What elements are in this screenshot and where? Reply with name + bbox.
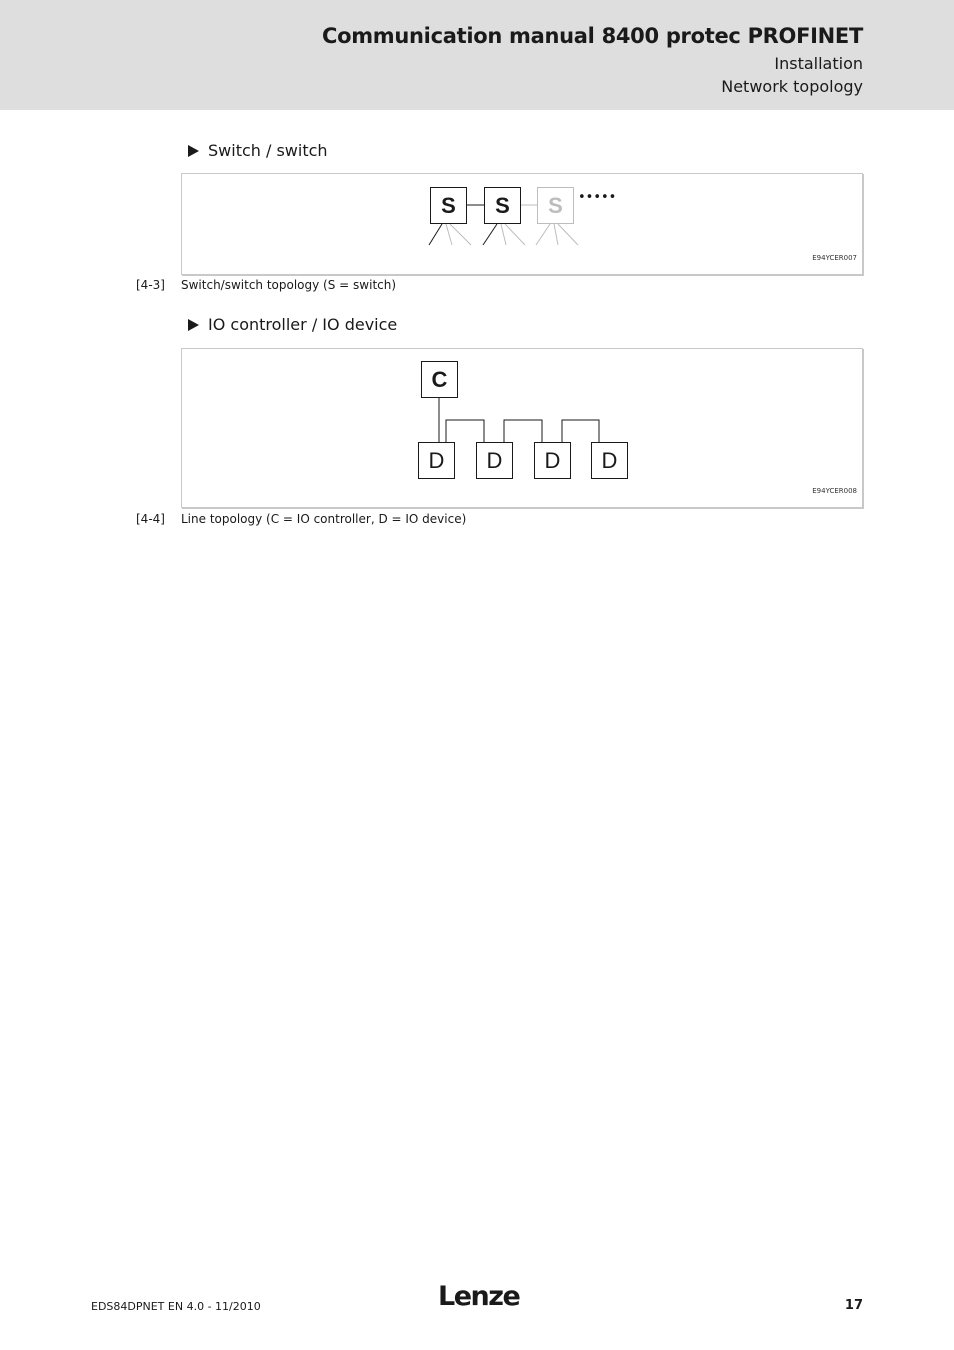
page-header — [0, 0, 954, 110]
s2-ports — [483, 224, 525, 245]
switch-topology-diagram — [182, 174, 862, 274]
link-device3-device4 — [562, 420, 599, 442]
section-title: Network topology — [721, 77, 863, 96]
figure1-frame — [181, 173, 863, 275]
link-device2-device3 — [504, 420, 542, 442]
s3-ports — [536, 224, 578, 245]
lenze-logo: Lenze — [438, 1281, 520, 1312]
figure2-frame — [181, 348, 863, 508]
switch-node: S — [484, 187, 521, 224]
figure1-number: [4-3] — [136, 278, 165, 292]
triangle-bullet-icon — [188, 319, 199, 331]
figure2-number: [4-4] — [136, 512, 165, 526]
io-device-node: D — [591, 442, 628, 479]
figure2-heading-text: IO controller / IO device — [208, 315, 398, 334]
figure2-code: E94YCER008 — [812, 487, 857, 495]
figure1-heading-text: Switch / switch — [208, 141, 328, 160]
s1-ports — [429, 224, 471, 245]
io-device-node: D — [418, 442, 455, 479]
document-title: Communication manual 8400 protec PROFINET — [321, 24, 863, 48]
page-number: 17 — [844, 1298, 863, 1313]
figure1-caption: Switch/switch topology (S = switch) — [181, 278, 397, 292]
io-device-node: D — [534, 442, 571, 479]
figure2-heading — [188, 315, 397, 334]
link-device1-device2 — [446, 420, 484, 442]
io-device-node: D — [476, 442, 513, 479]
chapter-title: Installation — [774, 54, 863, 73]
figure2-caption: Line topology (C = IO controller, D = IO device) — [181, 512, 467, 526]
figure1-heading — [188, 141, 328, 160]
switch-node-continued: S — [537, 187, 574, 224]
switch-node: S — [430, 187, 467, 224]
triangle-bullet-icon — [188, 145, 199, 157]
line-topology-diagram — [182, 349, 862, 507]
io-controller-node: C — [421, 361, 458, 398]
footer-document-id: EDS84DPNET EN 4.0 - 11/2010 — [91, 1300, 261, 1313]
continuation-dots: ••••• — [578, 190, 617, 205]
figure1-code: E94YCER007 — [812, 254, 857, 262]
